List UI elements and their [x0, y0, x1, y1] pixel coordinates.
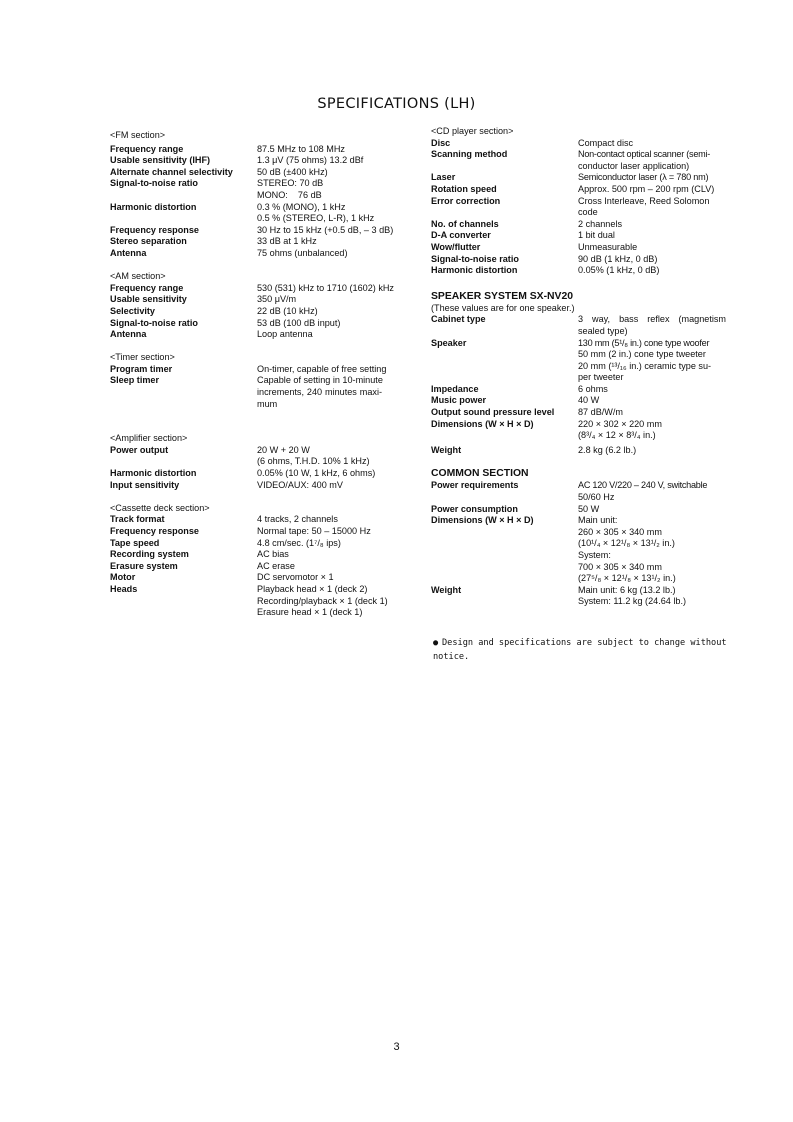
common-section-heading: COMMON SECTION — [431, 468, 529, 480]
spec-value: AC 120 V/220 – 240 V, switchable 50/60 Hz — [578, 480, 708, 503]
spec-value: Cross Interleave, Reed Solomon code — [578, 195, 710, 218]
spec-label: Scanning method — [431, 149, 508, 160]
spec-label: Antenna — [110, 247, 147, 258]
spec-row — [110, 144, 410, 156]
spec-row — [431, 419, 726, 442]
spec-row — [110, 155, 410, 167]
spec-row — [431, 184, 726, 196]
spec-value: 1 bit dual — [578, 230, 615, 241]
spec-value: Capable of setting in 10-minute increments, 240 minutes maxi- mum — [257, 375, 383, 409]
spec-row — [110, 318, 410, 330]
spec-label: No. of channels — [431, 218, 499, 229]
spec-row — [110, 480, 410, 492]
spec-value: 3 way, bass reflex (magnetism sealed type) — [578, 314, 726, 336]
spec-row — [431, 265, 726, 277]
spec-label: Power consumption — [431, 503, 518, 514]
spec-row — [431, 504, 726, 516]
spec-value: 87 dB/W/m — [578, 407, 623, 418]
spec-label: Power requirements — [431, 480, 519, 491]
spec-value: 1.3 μV (75 ohms) 13.2 dBf — [257, 155, 364, 166]
spec-row — [431, 395, 726, 407]
spec-row — [431, 314, 726, 337]
spec-row — [110, 294, 410, 306]
spec-label: Selectivity — [110, 305, 155, 316]
spec-row — [110, 584, 410, 619]
spec-row — [110, 248, 410, 260]
spec-label: Speaker — [431, 337, 467, 348]
fm-section-heading: <FM section> — [110, 130, 166, 140]
spec-label: Harmonic distortion — [110, 201, 197, 212]
cd-section-heading: <CD player section> — [431, 126, 514, 136]
spec-row — [110, 514, 410, 526]
spec-row — [110, 549, 410, 561]
spec-label: Signal-to-noise ratio — [431, 253, 519, 264]
spec-value: 40 W — [578, 395, 600, 406]
spec-row — [431, 242, 726, 254]
spec-label: Stereo separation — [110, 236, 187, 247]
spec-row — [110, 178, 410, 201]
spec-label: Motor — [110, 572, 136, 583]
spec-value: 2 channels — [578, 218, 622, 229]
spec-value: 50 dB (±400 kHz) — [257, 166, 328, 177]
spec-label: Music power — [431, 395, 487, 406]
spec-label: D-A converter — [431, 230, 491, 241]
spec-label: Erasure system — [110, 560, 178, 571]
spec-row — [110, 167, 410, 179]
spec-label: Cabinet type — [431, 314, 486, 325]
spec-value: Main unit: 6 kg (13.2 lb.) System: 11.2 kg (24.64 lb.) — [578, 584, 686, 607]
spec-row — [431, 445, 726, 457]
spec-value: 20 W + 20 W (6 ohms, T.H.D. 10% 1 kHz) — [257, 444, 370, 467]
spec-value: 53 dB (100 dB input) — [257, 317, 341, 328]
spec-label: Tape speed — [110, 537, 160, 548]
spec-value: Approx. 500 rpm – 200 rpm (CLV) — [578, 183, 715, 194]
spec-label: Dimensions (W × H × D) — [431, 418, 534, 429]
spec-row — [431, 515, 726, 585]
spec-value: 30 Hz to 15 kHz (+0.5 dB, – 3 dB) — [257, 224, 394, 235]
spec-row — [431, 338, 726, 384]
spec-label: Harmonic distortion — [431, 265, 518, 276]
spec-value: Loop antenna — [257, 329, 313, 340]
spec-row — [431, 254, 726, 266]
spec-value: Main unit: 260 × 305 × 340 mm (10¹/₄ × 12¹/₈ × 13¹/₂ in.) System: 700 × 305 × 340 mm (27⁵/₈ × 12¹/₈ × 13¹/₂ in.) — [578, 515, 676, 584]
spec-value: 220 × 302 × 220 mm (8³/₄ × 12 × 8³/₄ in.) — [578, 418, 662, 441]
speaker-section-note: (These values are for one speaker.) — [431, 302, 575, 313]
spec-label: Frequency range — [110, 282, 184, 293]
spec-label: Input sensitivity — [110, 479, 180, 490]
spec-row — [110, 526, 410, 538]
bullet-icon: ● — [433, 638, 439, 648]
spec-row — [431, 138, 726, 150]
spec-row — [110, 202, 410, 225]
speaker-section-heading: SPEAKER SYSTEM SX-NV20 — [431, 290, 574, 302]
spec-label: Usable sensitivity (IHF) — [110, 155, 211, 166]
spec-label: Error correction — [431, 195, 501, 206]
spec-label: Harmonic distortion — [110, 468, 197, 479]
spec-value: 4.8 cm/sec. (1⁷/₈ ips) — [257, 537, 341, 548]
footnote — [433, 636, 728, 664]
spec-value: Semiconductor laser (λ = 780 nm) — [578, 172, 709, 183]
spec-row — [110, 445, 410, 468]
spec-label: Usable sensitivity — [110, 294, 187, 305]
amplifier-section-heading: <Amplifier section> — [110, 433, 188, 444]
spec-row — [431, 585, 726, 608]
spec-value: 130 mm (5¹/₈ in.) cone type woofer 50 mm (2 in.) cone type tweeter 20 mm (¹³/₁₆ in.) ceramic type su- per tweeter — [578, 337, 712, 383]
spec-row — [110, 329, 410, 341]
spec-label: Impedance — [431, 383, 479, 394]
spec-label: Alternate channel selectivity — [110, 166, 233, 177]
footnote-line-2: notice. — [433, 652, 470, 662]
spec-row — [431, 480, 726, 503]
spec-label: Disc — [431, 137, 451, 148]
spec-value: Playback head × 1 (deck 2) Recording/playback × 1 (deck 1) Erasure head × 1 (deck 1) — [257, 583, 388, 618]
page-number: 3 — [393, 1041, 400, 1053]
spec-row — [431, 230, 726, 242]
spec-value: 33 dB at 1 kHz — [257, 236, 317, 247]
spec-value: 75 ohms (unbalanced) — [257, 247, 348, 258]
right-spec-column — [431, 126, 726, 608]
cassette-section-heading: <Cassette deck section> — [110, 502, 210, 513]
spec-row — [110, 572, 410, 584]
spec-row — [110, 561, 410, 573]
spec-label: Rotation speed — [431, 183, 497, 194]
spec-label: Dimensions (W × H × D) — [431, 515, 534, 526]
spec-value: AC bias — [257, 549, 289, 560]
footnote-line-1: Design and specifications are subject to change without — [442, 638, 727, 648]
spec-label: Output sound pressure level — [431, 407, 555, 418]
spec-value: 530 (531) kHz to 1710 (1602) kHz — [257, 282, 394, 293]
spec-row — [110, 225, 410, 237]
spec-label: Wow/flutter — [431, 241, 481, 252]
page-title: SPECIFICATIONS (LH) — [317, 96, 476, 112]
spec-label: Frequency range — [110, 143, 184, 154]
spec-row — [431, 172, 726, 184]
spec-value: 0.05% (1 kHz, 0 dB) — [578, 265, 660, 276]
spec-row — [431, 149, 726, 172]
spec-value: 90 dB (1 kHz, 0 dB) — [578, 253, 658, 264]
spec-row — [110, 236, 410, 248]
spec-row — [110, 375, 410, 410]
spec-row — [110, 468, 410, 480]
spec-row — [431, 407, 726, 419]
spec-label: Weight — [431, 444, 462, 455]
spec-value: Non-contact optical scanner (semi- conductor laser application) — [578, 149, 711, 171]
spec-value: DC servomotor × 1 — [257, 572, 334, 583]
spec-value: Unmeasurable — [578, 241, 638, 252]
spec-label: Track format — [110, 514, 165, 525]
spec-value: VIDEO/AUX: 400 mV — [257, 479, 343, 490]
spec-value: AC erase — [257, 560, 295, 571]
spec-value: 0.3 % (MONO), 1 kHz 0.5 % (STEREO, L-R), 1 kHz — [257, 201, 375, 224]
spec-row — [431, 196, 726, 219]
spec-label: Laser — [431, 172, 456, 183]
spec-label: Sleep timer — [110, 375, 160, 386]
spec-value: 87.5 MHz to 108 MHz — [257, 143, 345, 154]
spec-value: 350 μV/m — [257, 294, 297, 305]
spec-value: 50 W — [578, 503, 600, 514]
spec-row — [431, 384, 726, 396]
spec-label: Signal-to-noise ratio — [110, 317, 198, 328]
spec-value: Compact disc — [578, 137, 634, 148]
spec-row — [110, 364, 410, 376]
spec-label: Program timer — [110, 363, 173, 374]
spec-label: Signal-to-noise ratio — [110, 178, 198, 189]
spec-value: On-timer, capable of free setting — [257, 363, 387, 374]
spec-row — [110, 283, 410, 295]
spec-value: 22 dB (10 kHz) — [257, 305, 318, 316]
spec-value: STEREO: 70 dB MONO: 76 dB — [257, 178, 324, 200]
spec-label: Antenna — [110, 329, 147, 340]
spec-label: Frequency response — [110, 224, 199, 235]
spec-value: 4 tracks, 2 channels — [257, 514, 338, 525]
spec-value: 0.05% (10 W, 1 kHz, 6 ohms) — [257, 468, 376, 479]
spec-label: Power output — [110, 444, 169, 455]
spec-row — [110, 538, 410, 550]
timer-section-heading: <Timer section> — [110, 352, 175, 363]
spec-label: Heads — [110, 583, 138, 594]
spec-label: Frequency response — [110, 526, 199, 536]
spec-label: Recording system — [110, 549, 189, 560]
spec-label: Weight — [431, 584, 462, 595]
spec-value: 6 ohms — [578, 383, 608, 394]
spec-row — [431, 219, 726, 231]
left-spec-column — [110, 130, 410, 619]
spec-value: 2.8 kg (6.2 lb.) — [578, 444, 637, 455]
am-section-heading: <AM section> — [110, 271, 166, 282]
spec-value: Normal tape: 50 – 15000 Hz — [257, 526, 371, 536]
spec-row — [110, 306, 410, 318]
